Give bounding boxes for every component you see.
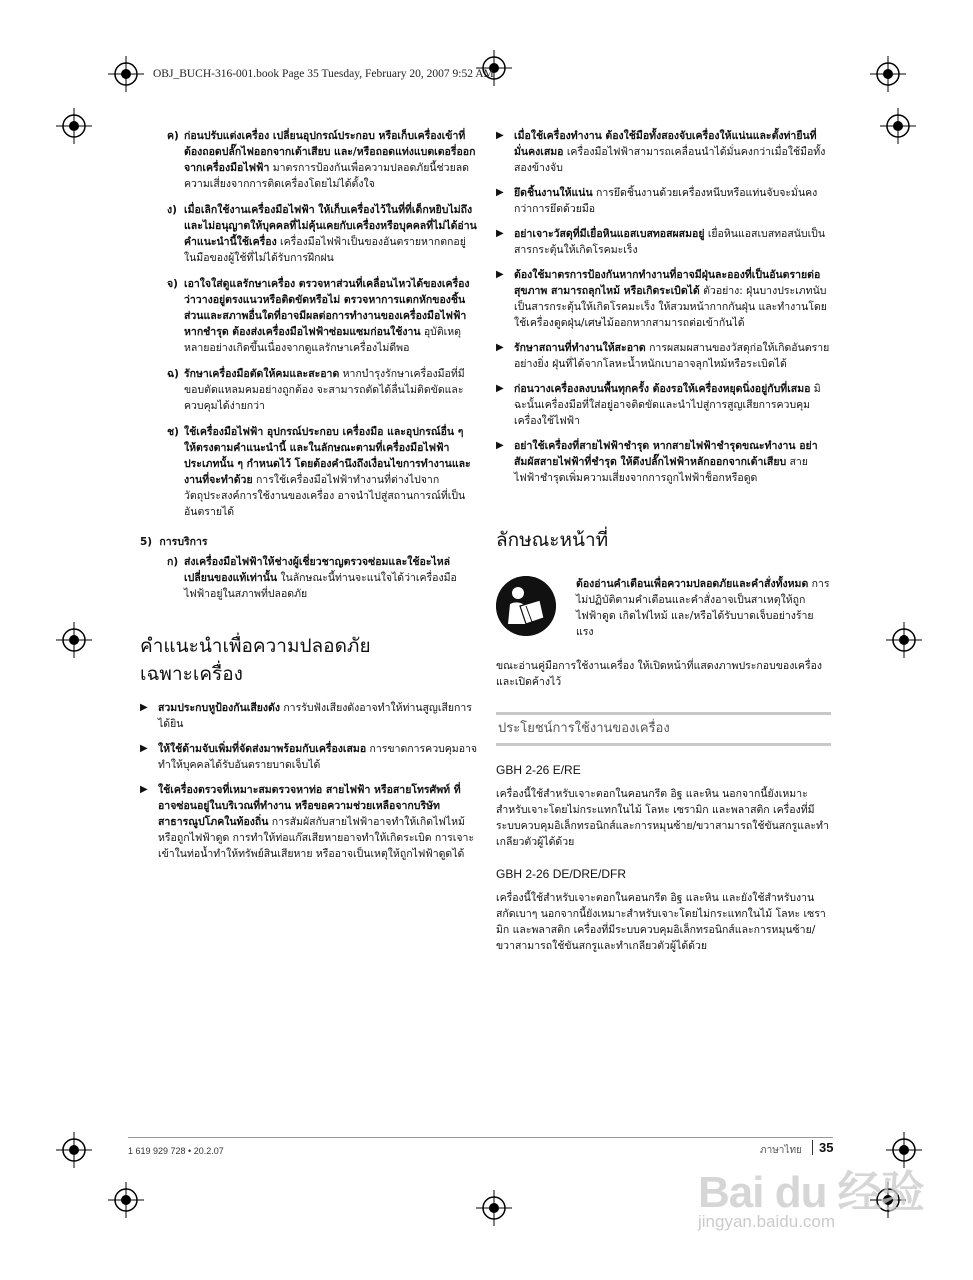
bullet-item: ▶ สวมประกบหูป้องกันเสียงดัง การรับฟังเสียงดังอาจทำให้ท่านสูญเสียการได้ยิน [140, 702, 472, 730]
bullet-item: ▶ รักษาสถานที่ทำงานให้สะอาด การผสมผสานของวัสดุก่อให้เกิดอันตรายอย่างยิ่ง ฝุ่นที่ได้จากโลหะน้ำหนักเบาอาจลุกไหม้หรือระเบิดได้ [496, 342, 830, 370]
list-item: ง) เมื่อเลิกใช้งานเครื่องมือไฟฟ้า ให้เก็บเครื่องไว้ในที่ที่เด็กหยิบไม่ถึง และไม่อนุญาตให้บุคคลที่ไม่คุ้นเคยกับเครื่องหรือบุคคลที่ไม่ได้อ่านคำแนะนำนี้ใช้เครื่อง เครื่องมือไฟฟ้าเป็นของอันตรายหากตกอยู่ในมือของผู้ใช้ที่ไม่ได้รับการฝึกฝน [167, 204, 477, 264]
arrow-bullet-icon: ▶ [496, 440, 504, 451]
registration-mark [108, 1182, 144, 1218]
registration-mark [56, 108, 92, 144]
bullet-item: ▶ ต้องใช้มาตรการป้องกันหากทำงานที่อาจมีฝุ่นละอองที่เป็นอันตรายต่อสุขภาพ สามารถลุกไหม้ หรือเกิดระเบิดได้ ตัวอย่าง: ฝุ่นบางประเภทนับเป็นสารกระตุ้นให้เกิดโรคมะเร็ง ให้สวมหน้ากากกันฝุ่น และทำงานโดยใช้เครื่องดูดฝุ่น/เศษไม้ออกหากสามารถต่อเข้ากันได้ [496, 269, 827, 329]
watermark-url: jingyan.baidu.com [698, 1212, 836, 1231]
running-head: OBJ_BUCH-316-001.book Page 35 Tuesday, February 20, 2007 9:52 AM [153, 68, 494, 80]
read-manual-icon [496, 576, 556, 636]
bullet-item: ▶ ให้ใช้ด้ามจับเพิ่มที่จัดส่งมาพร้อมกับเครื่องเสมอ การขาดการควบคุมอาจทำให้บุคคลได้รับอันตรายบาดเจ็บได้ [140, 743, 478, 771]
registration-mark [108, 56, 144, 92]
bullet-item: ▶ อย่าใช้เครื่องที่สายไฟฟ้าชำรุด หากสายไฟฟ้าชำรุดขณะทำงาน อย่าสัมผัสสายไฟฟ้าที่ชำรุด ให้ดึงปลั๊กไฟฟ้าหลักออกจากเต้าเสียบ สายไฟฟ้าชำรุดเพิ่มความเสี่ยงจากการถูกไฟฟ้าช็อกหรือดูด [496, 440, 818, 484]
bullet-item: ▶ เมื่อใช้เครื่องทำงาน ต้องใช้มือทั้งสองจับเครื่องให้แน่นและตั้งท่ายืนที่มั่นคงเสมอ เครื่องมือไฟฟ้าสามารถเคลื่อนนำได้มั่นคงกว่าเมื่อใช้มือทั้งสองข้างจับ [496, 130, 826, 174]
registration-mark [56, 1132, 92, 1168]
section-title: ลักษณะหน้าที่ [496, 529, 609, 551]
safety-warning: ต้องอ่านคำเตือนเพื่อความปลอดภัยและคำสั่งทั้งหมด การไม่ปฏิบัติตามคำเตือนและคำสั่งอาจเป็นสาเหตุให้ถูกไฟฟ้าดูด เกิดไฟไหม้ และ/หรือได้รับบาดเจ็บอย่างร้ายแรง [496, 576, 831, 646]
registration-mark [886, 622, 922, 658]
arrow-bullet-icon: ▶ [496, 187, 504, 198]
registration-mark [56, 622, 92, 658]
bullet-item: ▶ ยึดชิ้นงานให้แน่น การยึดชิ้นงานด้วยเครื่องหนีบหรือแท่นจับจะมั่นคงกว่าการยึดด้วยมือ [496, 187, 818, 215]
subsection-title: ประโยชน์การใช้งานของเครื่อง [496, 712, 831, 746]
left-column [140, 128, 478, 871]
model-name: GBH 2-26 E/RE [496, 763, 581, 777]
right-column [496, 128, 831, 954]
list-item: จ) เอาใจใส่ดูแลรักษาเครื่อง ตรวจหาส่วนที่เคลื่อนไหวได้ของเครื่องว่าวางอยู่ตรงแนวหรือติดขัดหรือไม่ ตรวจหาการแตกหักของชิ้นส่วนและสภาพอื่นใดที่อาจมีผลต่อการทำงานของเครื่องมือไฟฟ้า หากชำรุด ต้องส่งเครื่องมือไฟฟ้าซ่อมแซมก่อนใช้งาน อุบัติเหตุหลายอย่างเกิดขึ้นเนื่องจากดูแลรักษาเครื่องไม่ดีพอ [167, 278, 470, 354]
list-item: ฉ) รักษาเครื่องมือตัดให้คมและสะอาด หากบำรุงรักษาเครื่องมือที่มีขอบตัดแหลมคมอย่างถูกต้อง จะสามารถตัดได้ลื่นไม่ติดขัดและควบคุมได้ง่ายกว่า [167, 368, 465, 412]
registration-mark [880, 108, 916, 144]
bullet-item: ▶ อย่าเจาะวัสดุที่มีเยื่อหินแอสเบสทอสผสมอยู่ เยื่อหินแอสเบสทอสนับเป็นสารกระตุ้นให้เกิดโรคมะเร็ง [496, 228, 826, 256]
watermark-logo: Bai du 经验 [698, 1168, 924, 1217]
arrow-bullet-icon: ▶ [140, 743, 148, 754]
arrow-bullet-icon: ▶ [496, 269, 504, 280]
footer-code: 1 619 929 728 • 20.2.07 [128, 1146, 224, 1156]
section-title: คำแนะนำเพื่อความปลอดภัย เฉพาะเครื่อง [140, 635, 371, 685]
bullet-item: ▶ ใช้เครื่องตรวจที่เหมาะสมตรวจหาท่อ สายไฟฟ้า หรือสายโทรศัพท์ ที่อาจซ่อนอยู่ในบริเวณที่ทำงาน หรือขอความช่วยเหลือจากบริษัทสาธารณูปโภคในท้องถิ่น การสัมผัสกับสายไฟฟ้าอาจทำให้เกิดไฟไหม้หรือถูกไฟฟ้าดูด การทำให้ท่อแก๊สเสียหายอาจทำให้เกิดระเบิด การเจาะเข้าในท่อน้ำทำให้ทรัพย์สินเสียหาย หรืออาจเป็นเหตุให้ถูกไฟฟ้าดูดได้ [140, 784, 475, 860]
footer-rule [128, 1137, 833, 1138]
list-item: ก) ส่งเครื่องมือไฟฟ้าให้ช่างผู้เชี่ยวชาญตรวจซ่อมและใช้อะไหล่เปลี่ยนของแท้เท่านั้น ในลักษณะนี้ท่านจะแน่ใจได้ว่าเครื่องมือไฟฟ้าอยู่ในสภาพที่ปลอดภัย [167, 556, 457, 600]
arrow-bullet-icon: ▶ [496, 383, 504, 394]
list-item: ค) ก่อนปรับแต่งเครื่อง เปลี่ยนอุปกรณ์ประกอบ หรือเก็บเครื่องเข้าที่ ต้องถอดปลั๊กไฟออกจากเต้าเสียบ และ/หรือถอดแท่งแบตเตอรี่ออกจากเครื่องมือไฟฟ้า มาตรการป้องกันเพื่อความปลอดภัยนี้ช่วยลดความเสี่ยงจากการติดเครื่องโดยไม่ได้ตั้งใจ [167, 130, 476, 190]
bullet-item: ▶ ก่อนวางเครื่องลงบนพื้นทุกครั้ง ต้องรอให้เครื่องหยุดนิ่งอยู่กับที่เสมอ มิฉะนั้นเครื่องมือที่ใส่อยู่อาจติดขัดและนำไปสู่การสูญเสียการควบคุมเครื่องใช้ไฟฟ้า [496, 383, 821, 427]
registration-mark [476, 1190, 512, 1226]
model-name: GBH 2-26 DE/DRE/DFR [496, 867, 627, 881]
footer-language: ภาษาไทย [760, 1145, 802, 1156]
arrow-bullet-icon: ▶ [496, 342, 504, 353]
registration-mark [870, 56, 906, 92]
arrow-bullet-icon: ▶ [496, 228, 504, 239]
service-heading: 5) การบริการ [140, 536, 208, 548]
model-description: เครื่องนี้ใช้สำหรับเจาะตอกในคอนกรีต อิฐ และหิน นอกจากนี้ยังเหมาะสำหรับเจาะโดยไม่กระแทกในไม้ โลหะ เซรามิก และพลาสติก เครื่องที่มีระบบควบคุมอิเล็กทรอนิกส์และการหมุนซ้าย/ขวาสามารถใช้ขันสกรูและทำเกลียวตัวผู้ได้ด้วย [496, 788, 829, 848]
model-description: เครื่องนี้ใช้สำหรับเจาะตอกในคอนกรีต อิฐ และหิน และยังใช้สำหรับงานสกัดเบาๆ นอกจากนี้ยังเหมาะสำหรับเจาะโดยไม่กระแทกในไม้ โลหะ เซรามิก และพลาสติก เครื่องที่มีระบบควบคุมอิเล็กทรอนิกส์และการหมุนซ้าย/ขวาสามารถใช้ขันสกรูและทำเกลียวตัวผู้ได้ด้วย [496, 892, 826, 952]
arrow-bullet-icon: ▶ [496, 130, 504, 141]
list-item: ช) ใช้เครื่องมือไฟฟ้า อุปกรณ์ประกอบ เครื่องมือ และอุปกรณ์อื่น ๆ ให้ตรงตามคำแนะนำนี้ และในลักษณะตามที่เครื่องมือไฟฟ้าประเภทนั้น ๆ กำหนดไว้ โดยต้องคำนึงถึงเงื่อนไขการทำงานและงานที่จะทำด้วย การใช้เครื่องมือไฟฟ้าทำงานที่ต่างไปจากวัตถุประสงค์การใช้งานของเครื่อง อาจนำไปสู่สถานการณ์ที่เป็นอันตรายได้ [167, 426, 471, 518]
read-note: ขณะอ่านคู่มือการใช้งานเครื่อง ให้เปิดหน้าที่แสดงภาพประกอบของเครื่องและเปิดค้างไว้ [496, 660, 823, 688]
page-number: 35 [812, 1140, 833, 1155]
arrow-bullet-icon: ▶ [140, 784, 148, 795]
arrow-bullet-icon: ▶ [140, 702, 148, 713]
